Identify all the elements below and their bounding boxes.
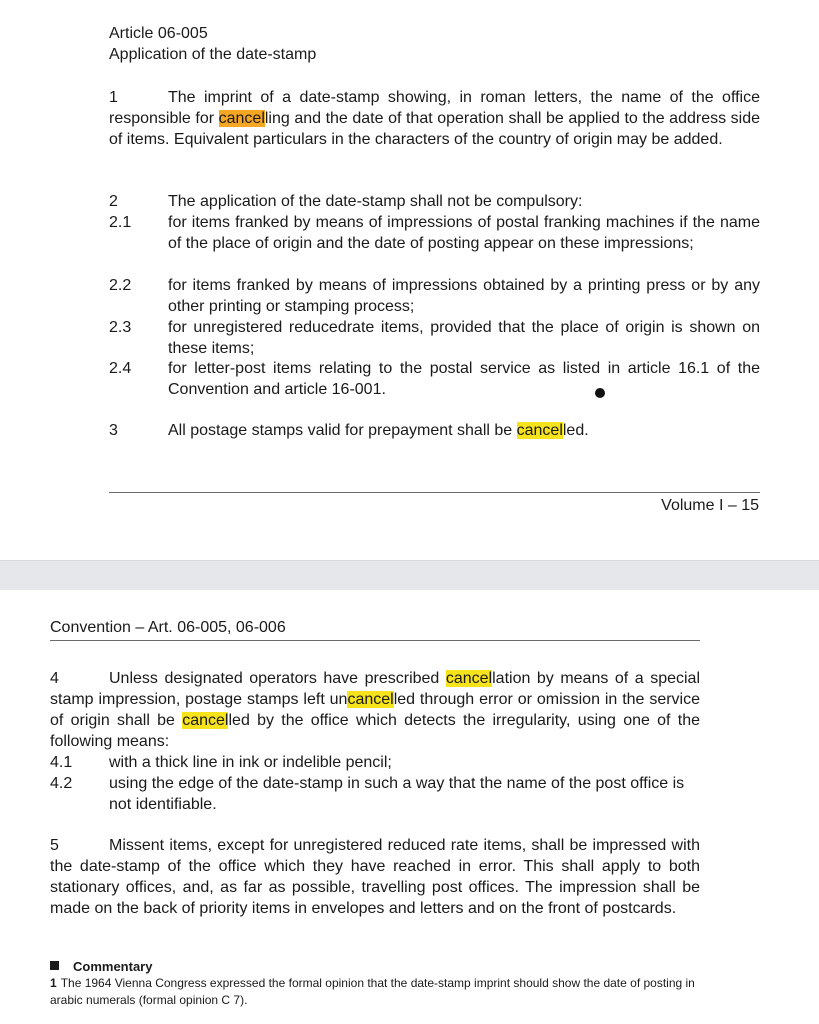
list-item-4-2 — [50, 773, 700, 815]
paragraph-text: Unless designated operators have prescribed — [109, 670, 446, 687]
paragraph-text: led by the office which detects the irregularity, using one of the following means: — [50, 712, 700, 750]
paragraph-3 — [109, 420, 760, 441]
paragraph-text: led through error or omission in the service of origin shall be — [50, 691, 700, 729]
item-number: 4.2 — [50, 775, 73, 792]
page-footer: Volume I – 15 — [661, 497, 759, 514]
item-text: using the edge of the date-stamp in such a way that the name of the post office is not identifiable. — [109, 775, 685, 813]
search-highlight[interactable]: cancel — [516, 422, 563, 439]
item-number: 2.2 — [109, 277, 132, 294]
running-header: Convention – Art. 06-005, 06-006 — [50, 619, 286, 636]
paragraph-number: 4 — [50, 670, 59, 687]
search-highlight[interactable]: cancel — [347, 691, 394, 708]
paragraph-5 — [50, 835, 700, 919]
list-item-2-2 — [109, 275, 760, 317]
paragraph-1 — [109, 87, 760, 150]
item-number: 2.3 — [109, 319, 132, 336]
paragraph-2 — [109, 191, 760, 212]
list-item-4-1 — [50, 752, 700, 773]
article-title: Application of the date-stamp — [109, 46, 317, 63]
commentary-text — [50, 975, 710, 1009]
paragraph-number: 1 — [109, 89, 118, 106]
list-item-2-3 — [109, 317, 760, 359]
item-text: for items franked by means of impressions obtained by a printing press or by any other printing or stamping process; — [168, 277, 760, 315]
commentary-title: Commentary — [73, 959, 153, 974]
paragraph-text: Missent items, except for unregistered reduced rate items, shall be impressed with the date-stamp of the office which they have reached in error. This shall apply to both stationary offices, and, as far as possible, travelling post offices. The impression shall be made on the back of priority items in envelopes and letters and on the front of postcards. — [50, 837, 700, 917]
paragraph-text: lation by means of a special stamp impression, postage stamps left un — [50, 670, 700, 708]
commentary-body: The 1964 Vienna Congress expressed the formal opinion that the date-stamp imprint should show the date of posting in arabic numerals (formal opinion C 7). — [50, 976, 695, 1007]
item-number: 4.1 — [50, 754, 73, 771]
item-text: for items franked by means of impressions of postal franking machines if the name of the place of origin and the date of posting appear on these impressions; — [168, 214, 760, 252]
paragraph-text: ling and the date of that operation shall be applied to the address side of items. Equivalent particulars in the characters of the country of origin may be added. — [109, 110, 761, 148]
article-number: Article 06-005 — [109, 25, 208, 42]
list-item-2-1 — [109, 212, 760, 254]
item-text: for letter-post items relating to the postal service as listed in article 16.1 of the Convention and article 16-001. — [168, 360, 760, 398]
page-separator — [0, 560, 819, 591]
commentary-number: 1 — [50, 976, 57, 990]
paragraph-number: 2 — [109, 193, 118, 210]
item-number: 2.1 — [109, 214, 132, 231]
search-highlight[interactable]: cancel — [445, 670, 493, 687]
item-number: 2.4 — [109, 360, 132, 377]
paragraph-number: 5 — [50, 837, 59, 854]
paragraph-4 — [50, 668, 700, 752]
item-text: for unregistered reducedrate items, provided that the place of origin is shown on these items; — [168, 319, 760, 357]
search-highlight[interactable]: cancel — [182, 712, 229, 729]
paragraph-text: The application of the date-stamp shall not be compulsory: — [168, 193, 583, 210]
list-item-2-4 — [109, 358, 760, 400]
cursor-dot — [595, 388, 605, 398]
square-bullet-icon — [50, 961, 59, 970]
commentary-heading — [50, 958, 152, 975]
header-divider — [50, 640, 700, 641]
search-highlight-current[interactable]: cancel — [218, 110, 265, 127]
footer-divider — [109, 492, 760, 493]
paragraph-text: The imprint of a date-stamp showing, in roman letters, the name of the office responsible for — [109, 89, 760, 127]
item-text: with a thick line in ink or indelible pencil; — [109, 754, 392, 771]
paragraph-text: All postage stamps valid for prepayment shall be — [168, 422, 517, 439]
paragraph-text: led. — [562, 422, 589, 439]
paragraph-number: 3 — [109, 422, 118, 439]
